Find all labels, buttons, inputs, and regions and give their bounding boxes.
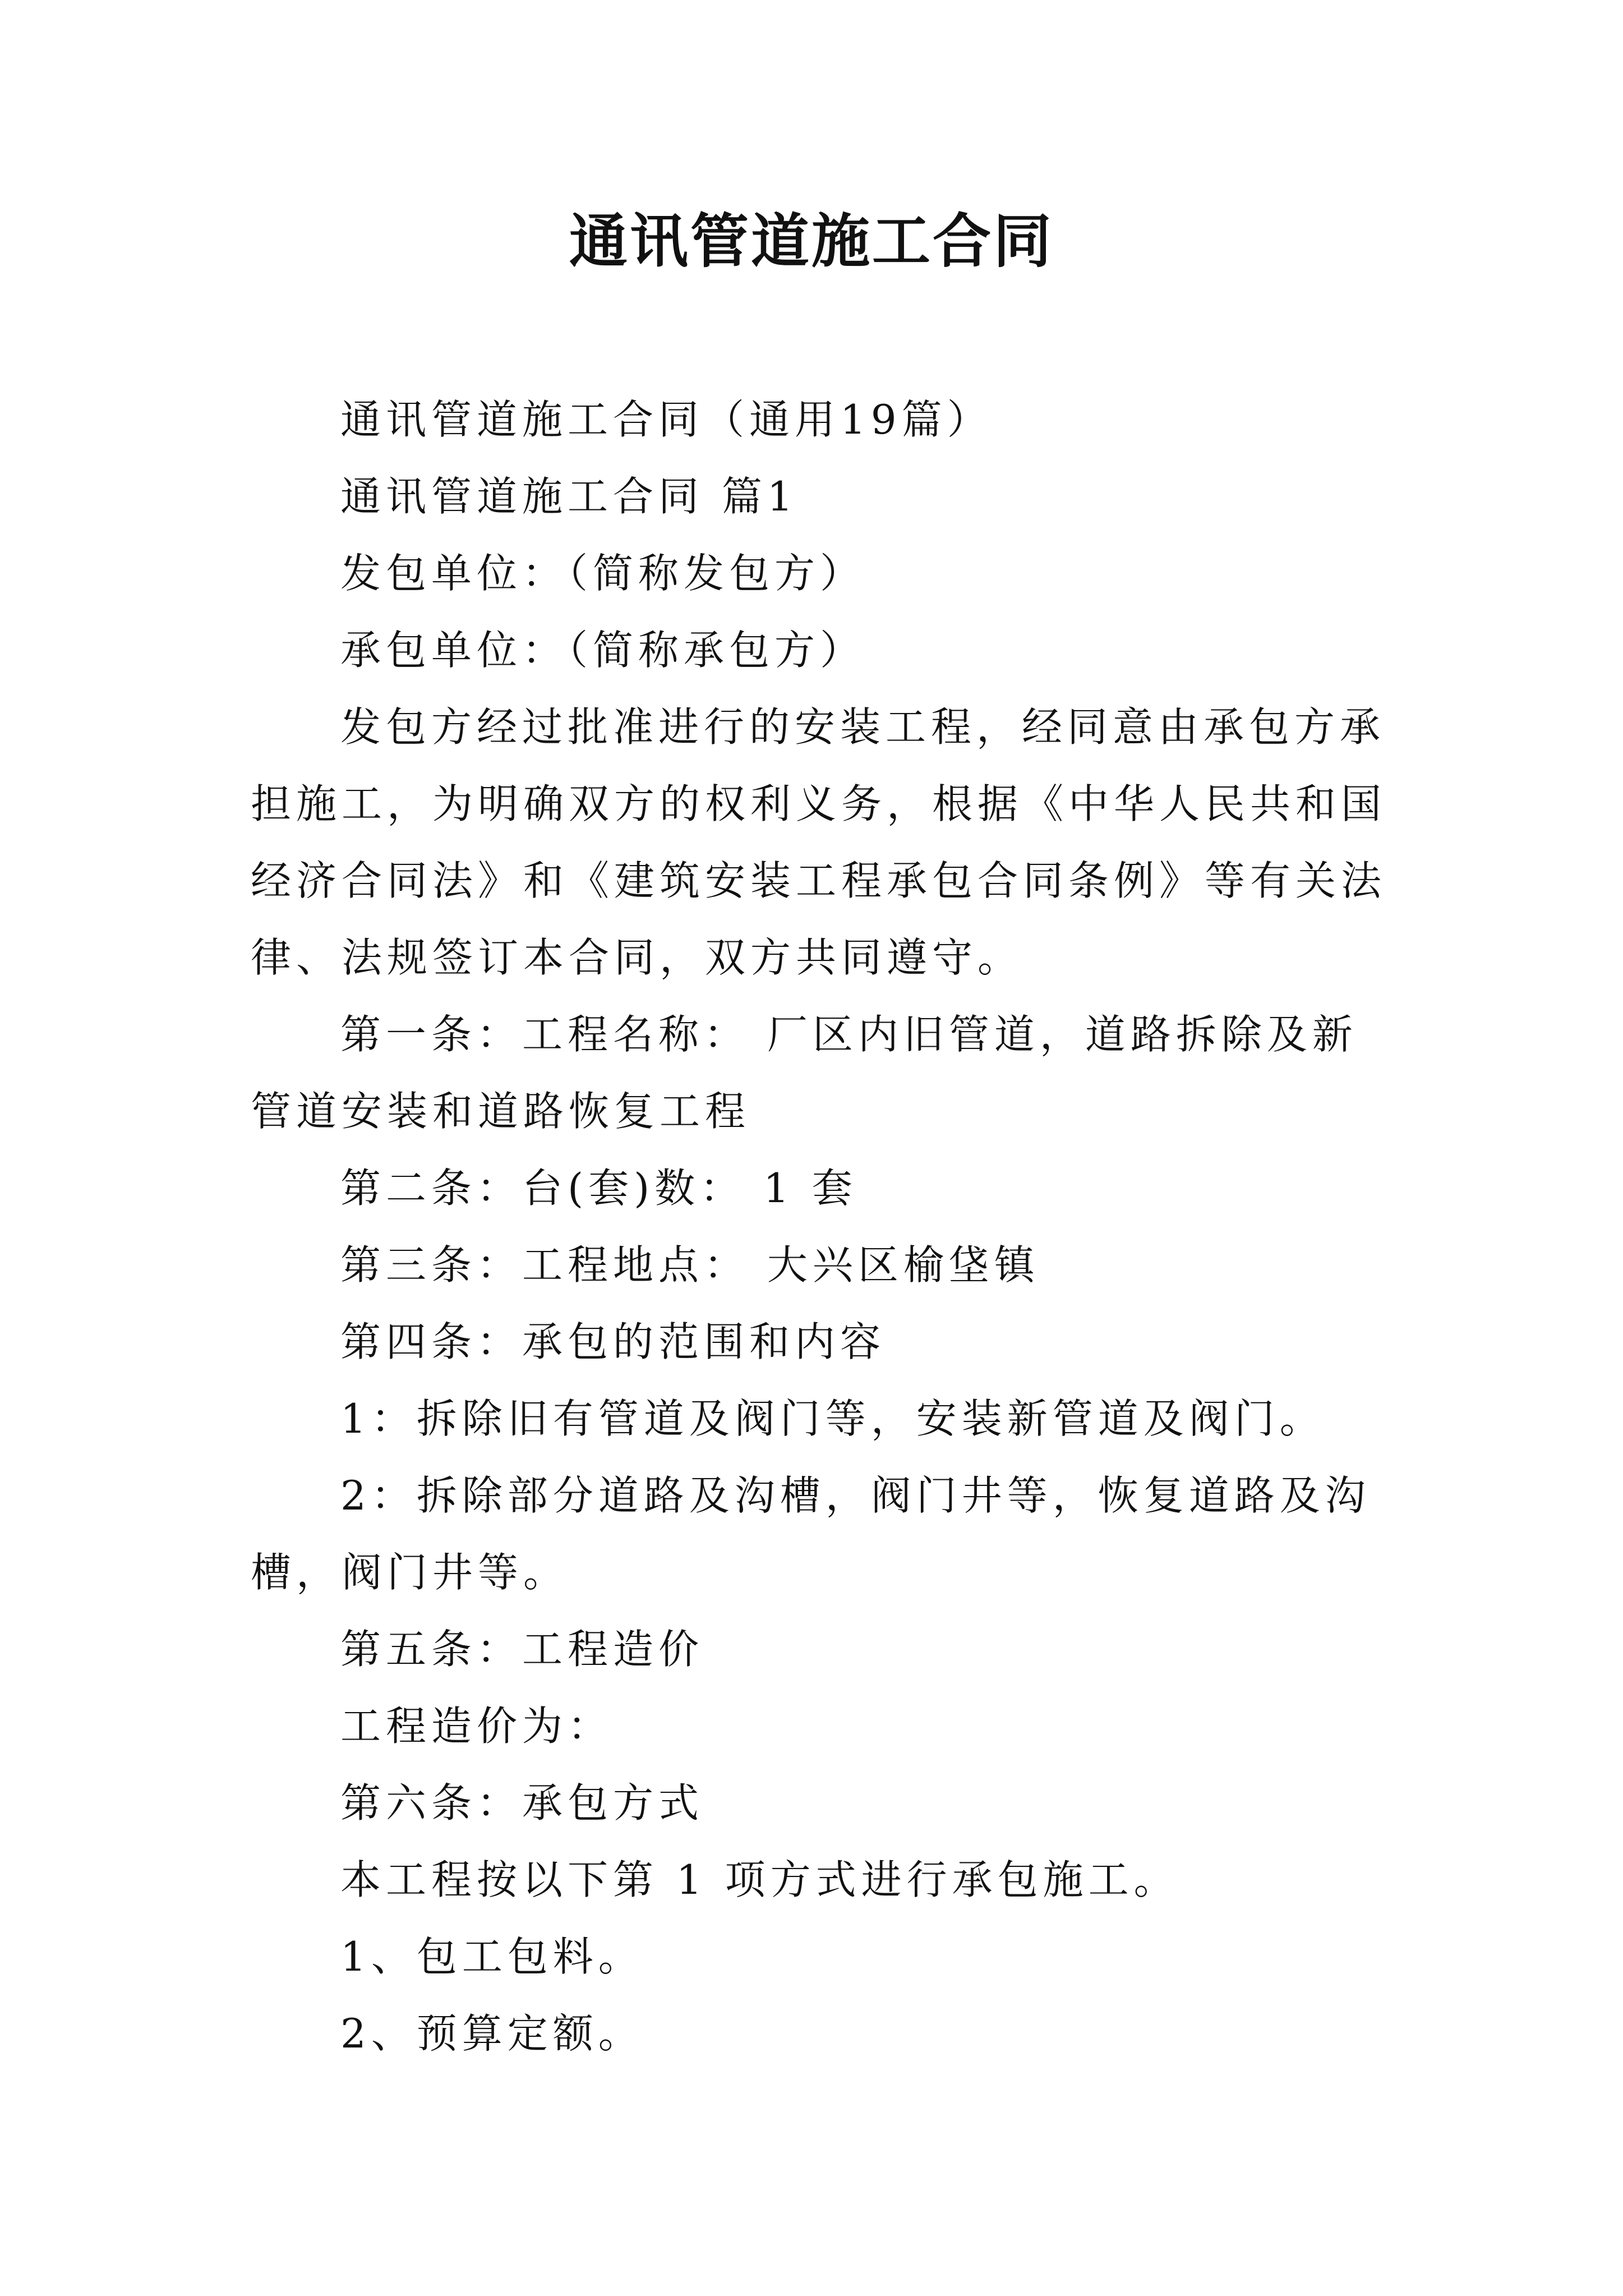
paragraph-method-option-1: 1、包工包料。 [340,1933,644,1980]
paragraph-contractor-issuer: 发包单位：（简称发包方） [340,550,866,597]
paragraph-contract-method: 本工程按以下第 1 项方式进行承包施工。 [340,1856,1179,1903]
document-title: 通讯管道施工合同 [569,206,1054,275]
paragraph-article-2: 第二条：台(套)数： 1 套 [340,1165,857,1212]
paragraph-article-1: 第一条：工程名称： 厂区内旧管道，道路拆除及新管道安装和道路恢复工程 [251,1011,1358,1135]
paragraph-heading-collection: 通讯管道施工合同（通用19篇） [340,396,993,443]
paragraph-scope-item-1: 1：拆除旧有管道及阀门等，安装新管道及阀门。 [340,1395,1325,1442]
paragraph-scope-item-2: 2：拆除部分道路及沟槽，阀门井等，恢复道路及沟槽，阀门井等。 [251,1472,1371,1596]
paragraph-article-4: 第四条：承包的范围和内容 [340,1318,886,1365]
paragraph-cost: 工程造价为： [340,1703,614,1750]
document-body [251,381,1389,2072]
paragraph-contractor-receiver: 承包单位：（简称承包方） [340,627,866,674]
paragraph-preamble: 发包方经过批准进行的安装工程，经同意由承包方承担施工，为明确双方的权利义务，根据《中华人民共和国经济合同法》和《建筑安装工程承包合同条例》等有关法律、法规签订本合同，双方共同遵守。 [251,703,1387,981]
paragraph-article-3: 第三条：工程地点： 大兴区榆垡镇 [340,1241,1040,1289]
paragraph-heading-part-1: 通讯管道施工合同 篇1 [340,473,798,520]
paragraph-article-6: 第六条：承包方式 [340,1779,704,1826]
paragraph-article-5: 第五条：工程造价 [340,1626,704,1673]
paragraph-method-option-2: 2、预算定额。 [340,2010,644,2057]
